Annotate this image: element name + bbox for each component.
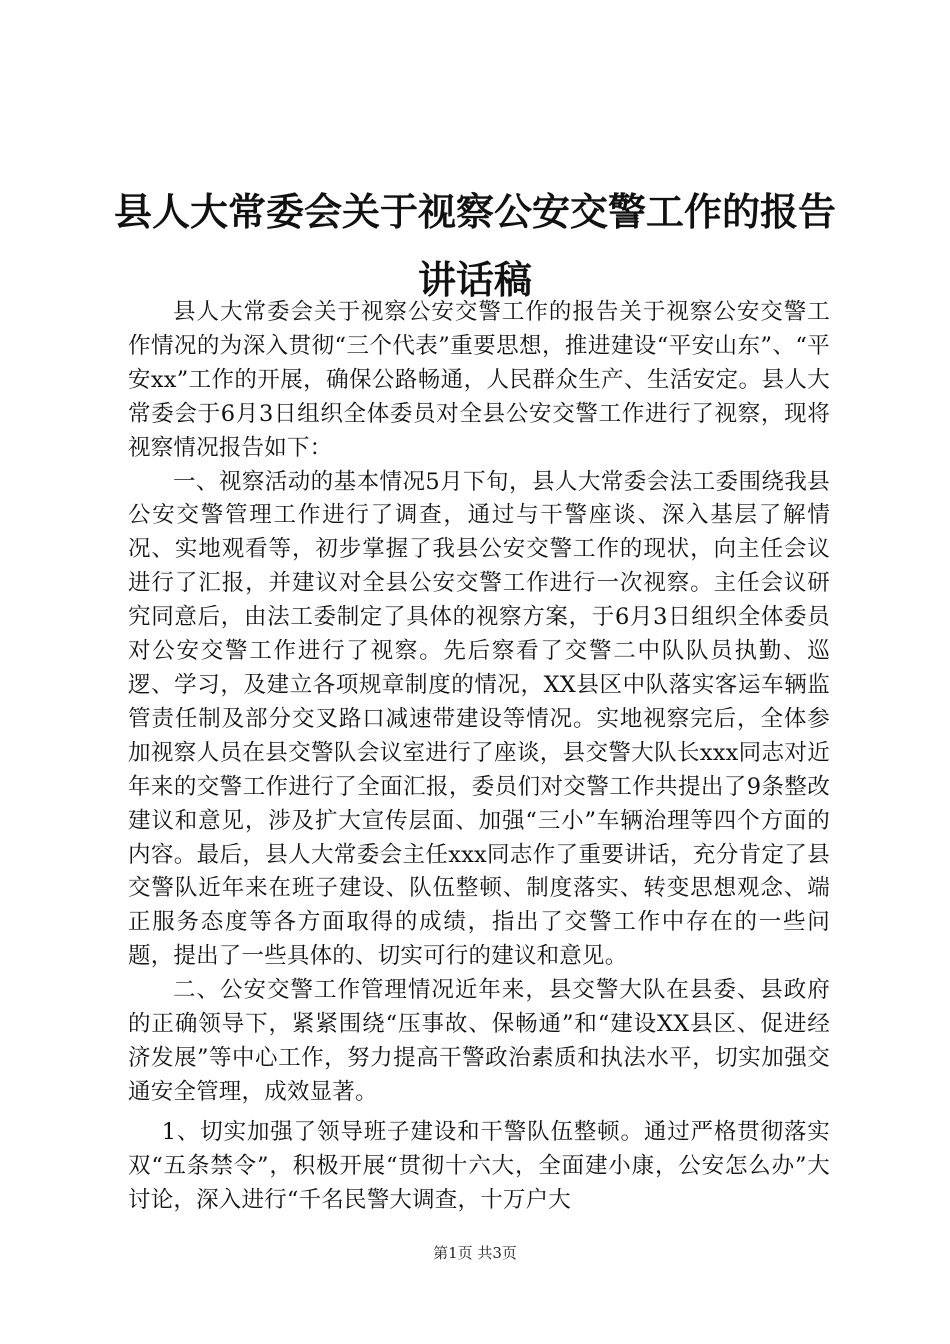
- page-number-footer: 第1页 共3页: [433, 1244, 517, 1262]
- paragraph-section-2: 二、公安交警工作管理情况近年来，县交警大队在县委、县政府的正确领导下，紧紧围绕“压事故、保畅通”和“建设XX县区、促进经济发展”等中心工作，努力提高干警政治素质和执法水平，切实加强交通安全管理，成效显著。: [128, 977, 830, 1105]
- document-title: 县人大常委会关于视察公安交警工作的报告讲话稿: [113, 190, 836, 302]
- paragraph-item-1: 1、切实加强了领导班子建设和干警队伍整顿。通过严格贯彻落实双“五条禁令”，积极开展“贯彻十六大，全面建小康，公安怎么办”大讨论，深入进行“千名民警大调查，十万户大: [128, 1118, 830, 1213]
- document-body: [128, 296, 830, 1217]
- paragraph-section-1: 一、视察活动的基本情况5月下旬，县人大常委会法工委围绕我县公安交警管理工作进行了调查，通过与干警座谈、深入基层了解情况、实地观看等，初步掌握了我县公安交警工作的现状，向主任会议进行了汇报，并建议对全县公安交警工作进行一次视察。主任会议研究同意后，由法工委制定了具体的视察方案，于6月3日组织全体委员对公安交警工作进行了视察。先后察看了交警二中队队员执勤、巡逻、学习，及建立各项规章制度的情况，XX县区中队落实客运车辆监管责任制及部分交叉路口减速带建设等情况。实地视察完后，全体参加视察人员在县交警队会议室进行了座谈，县交警大队长xxx同志对近年来的交警工作进行了全面汇报，委员们对交警工作共提出了9条整改建议和意见，涉及扩大宣传层面、加强“三小”车辆治理等四个方面的内容。最后，县人大常委会主任xxx同志作了重要讲话，充分肯定了县交警队近年来在班子建设、队伍整顿、制度落实、转变思想观念、端正服务态度等各方面取得的成绩，指出了交警工作中存在的一些问题，提出了一些具体的、切实可行的建议和意见。: [128, 468, 830, 970]
- paragraph-intro: 县人大常委会关于视察公安交警工作的报告关于视察公安交警工作情况的为深入贯彻“三个代表”重要思想，推进建设“平安山东”、“平安xx”工作的开展，确保公路畅通，人民群众生产、生活安定。县人大常委会于6月3日组织全体委员对全县公安交警工作进行了视察，现将视察情况报告如下：: [128, 299, 830, 461]
